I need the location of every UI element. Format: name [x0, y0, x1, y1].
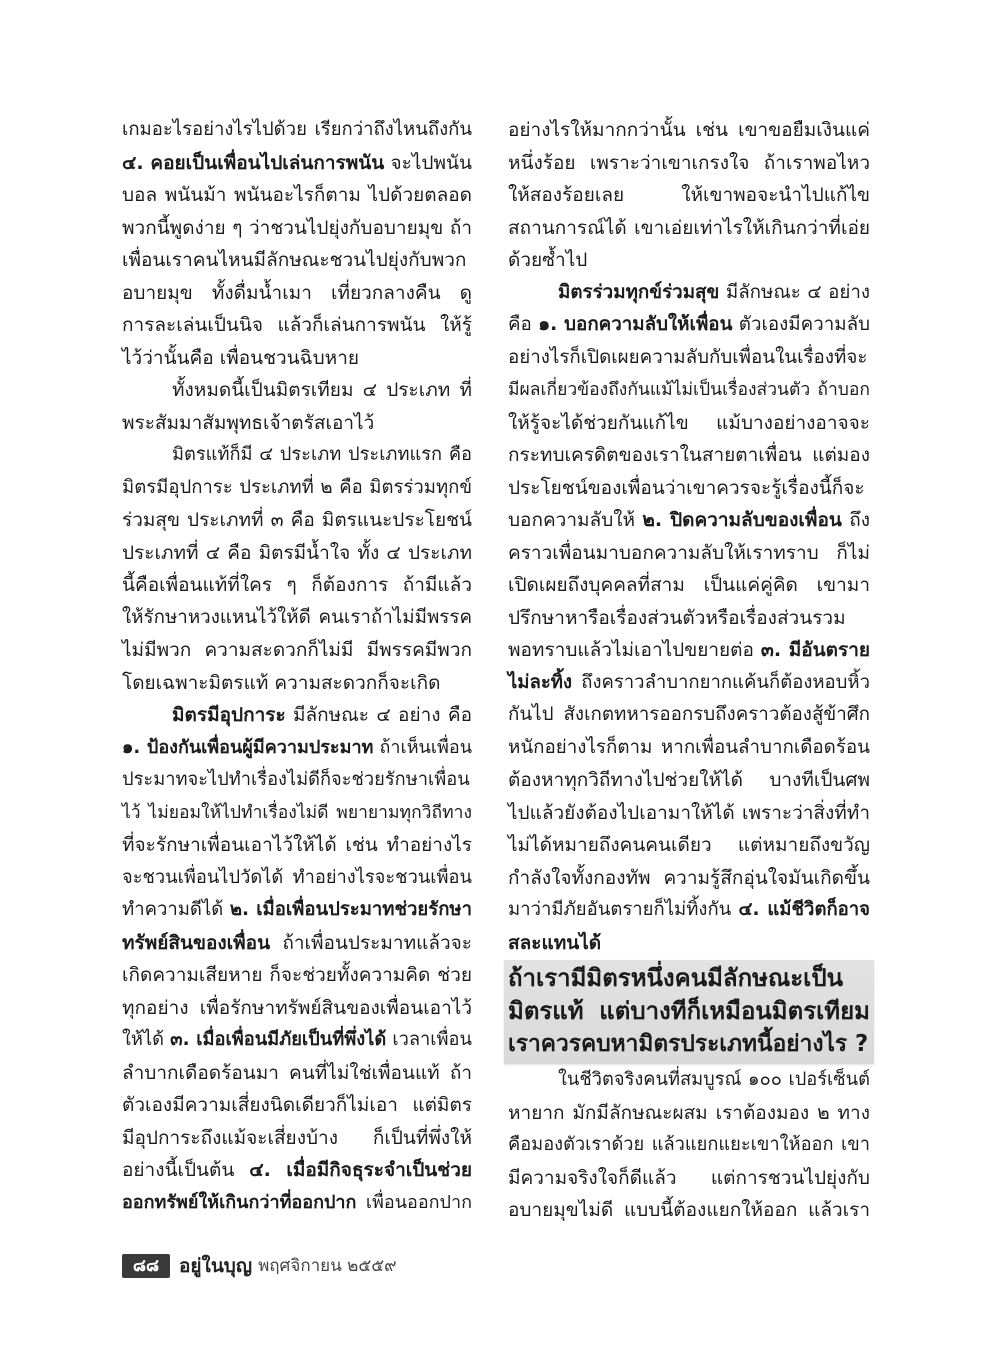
bold-text-run: สละแทนได้	[508, 931, 602, 954]
text-run: เวลาเพื่อน	[386, 1029, 472, 1050]
text-run: มีลักษณะ ๔ อย่าง คือ	[285, 704, 472, 726]
text-line	[508, 1194, 870, 1227]
text-run: เกมอะไรอย่างไรไปด้วย เรียกว่าถึงไหนถึงกัน	[122, 119, 472, 140]
bold-text-run: ๒. ปิดความลับของเพื่อน	[642, 509, 842, 531]
text-run: เพื่อนออกปาก	[356, 1191, 472, 1213]
text-line	[122, 862, 472, 895]
text-run: หนักอย่างไรก็ตาม หากเพื่อนลำบากเดือดร้อน	[508, 736, 870, 758]
text-run: พระสัมมาสัมพุทธเจ้าตรัสเอาไว้	[122, 411, 375, 434]
text-run: คือมองตัวเราด้วย แล้วแยกแยะเขาให้ออก เขา	[508, 1134, 870, 1155]
bold-text-run: ๔. แม้ชีวิตก็อาจ	[738, 899, 870, 920]
text-run: ทำความดีได้	[122, 899, 230, 920]
text-run: ไม่มีพวก ความสะดวกก็ไม่มี มีพรรคมีพวก	[122, 639, 472, 661]
text-run: จะไปพนัน	[384, 151, 472, 174]
issue-date: พฤศจิกายน ๒๕๕๙	[258, 1256, 397, 1276]
text-run: พอทราบแล้วไม่เอาไปขยายต่อ	[508, 639, 761, 661]
right-column-paragraphs-after-callout	[508, 1064, 870, 1227]
text-line	[508, 407, 870, 440]
bold-text-run: มิตรร่วมทุกข์ร่วมสุข	[558, 281, 720, 303]
text-line	[508, 114, 870, 147]
text-line	[122, 439, 472, 472]
text-run: ทั้งหมดนี้เป็นมิตรเทียม ๔ ประเภท ที่	[172, 379, 472, 401]
text-line	[122, 732, 472, 765]
text-line	[122, 114, 472, 147]
text-run: ตัวเองมีความลับ	[732, 314, 871, 335]
text-line	[508, 309, 870, 342]
text-column-left	[122, 114, 472, 1219]
text-line	[122, 537, 472, 570]
text-line	[508, 472, 870, 505]
text-run: ถ้าเพื่อนประมาทแล้วจะ	[270, 931, 472, 954]
text-line	[508, 179, 870, 212]
text-line	[122, 927, 472, 960]
text-line	[122, 1154, 472, 1187]
text-line	[508, 244, 870, 277]
paragraph	[122, 699, 472, 1219]
text-line	[508, 894, 870, 927]
text-line	[508, 602, 870, 635]
callout-question-line: ถ้าเรามีมิตรหนึ่งคนมีลักษณะเป็น	[508, 964, 843, 992]
text-run: ให้สองร้อยเลย ให้เขาพอจะนำไปแก้ไข	[508, 184, 870, 206]
bold-text-run: ๒. เมื่อเพื่อนประมาทช่วยรักษา	[229, 899, 472, 920]
bold-text-run: ๑. ป้องกันเพื่อนผู้มีความประมาท	[122, 736, 374, 758]
text-run: หนึ่งร้อย เพราะว่าเขาเกรงใจ ถ้าเราพอไหว	[508, 151, 870, 174]
text-line	[508, 699, 870, 732]
text-line	[508, 1097, 870, 1130]
text-line	[508, 829, 870, 862]
bold-text-run: ๓. มีอันตราย	[760, 639, 870, 661]
bold-text-run: ๓. เมื่อเพื่อนมีภัยเป็นที่พึ่งได้	[170, 1029, 387, 1050]
bold-text-run: ออกทรัพย์ให้เกินกว่าที่ออกปาก	[122, 1191, 357, 1213]
paragraph	[508, 277, 870, 960]
text-line	[508, 667, 870, 700]
text-run: ให้ได้	[122, 1029, 171, 1050]
left-column-paragraphs	[122, 114, 472, 1219]
paragraph	[122, 374, 472, 439]
text-line	[122, 472, 472, 505]
text-run: ให้รู้จะได้ช่วยกันแก้ไข แม้บางอย่างอาจจะ	[508, 411, 870, 434]
text-line	[508, 504, 870, 537]
text-run: หายาก มักมีลักษณะผสม เราต้องมอง ๒ ทาง	[508, 1101, 870, 1124]
text-run: อย่างไรก็เปิดเผยความลับกับเพื่อนในเรื่องที่จะ	[508, 346, 868, 368]
paragraph	[122, 439, 472, 699]
text-run: อย่างไรให้มากกว่านั้น เช่น เขาขอยืมเงินแค่	[508, 119, 870, 141]
text-run: มีอุปการะถึงแม้จะเสี่ยงบ้าง ก็เป็นที่พึ่งให้	[122, 1126, 472, 1149]
callout-question-line: เราควรคบหามิตรประเภทนี้อย่างไร ?	[508, 1031, 869, 1057]
text-run: สถานการณ์ได้ เขาเอ่ยเท่าไรให้เกินกว่าที่เอ่ย	[508, 216, 870, 239]
text-line	[508, 374, 870, 407]
text-run: การละเล่นเป็นนิจ แล้วก็เล่นการพนัน ให้รู้	[122, 314, 472, 336]
text-line	[508, 1162, 870, 1195]
callout-question-line: มิตรแท้ แต่บางทีก็เหมือนมิตรเทียม	[508, 997, 870, 1025]
text-line	[122, 147, 472, 180]
paragraph	[122, 114, 472, 374]
text-line	[508, 342, 870, 375]
text-line	[508, 1129, 870, 1162]
bold-text-run: มิตรมีอุปการะ	[172, 704, 286, 726]
text-run: กันไป สังเกตทหารออกรบถึงคราวต้องสู้ข้าศึก	[508, 704, 870, 725]
text-run: ไปแล้วยังต้องไปเอามาให้ได้ เพราะว่าสิ่งที่ทำ	[508, 801, 870, 824]
text-run: บอกความลับให้	[508, 509, 643, 531]
text-line	[122, 374, 472, 407]
text-run: ที่จะรักษาเพื่อนเอาไว้ให้ได้ เช่น ทำอย่างไร	[122, 834, 472, 856]
text-line	[122, 569, 472, 602]
text-run: กระทบเครดิตของเราในสายตาเพื่อน แต่มอง	[508, 444, 870, 466]
text-column-right	[508, 114, 870, 1227]
text-line	[508, 634, 870, 667]
text-line	[122, 667, 472, 700]
text-line	[122, 407, 472, 440]
text-run: ต้องหาทุกวิถีทางไปช่วยให้ได้ บางทีเป็นศพ	[508, 769, 870, 791]
text-line	[508, 569, 870, 602]
text-line	[122, 244, 472, 277]
text-line	[122, 212, 472, 245]
text-line	[122, 1024, 472, 1057]
text-line	[122, 504, 472, 537]
text-run: ประมาทจะไปทำเรื่องไม่ดีก็จะช่วยรักษาเพื่อน	[122, 769, 470, 790]
text-line	[508, 732, 870, 765]
text-line	[122, 1187, 472, 1220]
paragraph	[508, 114, 870, 277]
text-line	[508, 277, 870, 310]
callout-box	[504, 960, 874, 1064]
text-run: เกิดความเสียหาย ก็จะช่วยทั้งความคิด ช่วย	[122, 964, 472, 986]
text-run: เปิดเผยถึงบุคคลที่สาม เป็นแค่คู่คิด เขามา	[508, 574, 870, 596]
text-run: พวกนี้พูดง่าย ๆ ว่าชวนไปยุ่งกับอบายมุข ถ้า	[122, 216, 472, 239]
text-run: ลำบากเดือดร้อนมา คนที่ไม่ใช่เพื่อนแท้ ถ้า	[122, 1061, 472, 1084]
page-number: ๘๘	[122, 1254, 170, 1278]
text-line	[508, 439, 870, 472]
text-line	[508, 1064, 870, 1097]
text-run: มีลักษณะ ๔ อย่าง	[719, 281, 870, 303]
text-line	[122, 309, 472, 342]
text-run: ประเภทที่ ๔ คือ มิตรมีน้ำใจ ทั้ง ๔ ประเภท	[122, 541, 472, 564]
text-run: ถ้าเห็นเพื่อน	[373, 736, 472, 758]
text-run: มิตรมีอุปการะ ประเภทที่ ๒ คือ มิตรร่วมทุกข์	[122, 476, 472, 498]
text-run: ถึงคราวลำบากยากแค้นก็ต้องหอบหิ้ว	[572, 671, 870, 693]
text-run: คราวเพื่อนมาบอกความลับให้เราทราบ ก็ไม่	[508, 541, 870, 564]
text-run: ร่วมสุข ประเภทที่ ๓ คือ มิตรแนะประโยชน์	[122, 509, 472, 531]
text-line	[122, 342, 472, 375]
bold-text-run: ๔. เมื่อมีกิจธุระจำเป็นช่วย	[249, 1159, 472, 1181]
text-line	[122, 829, 472, 862]
text-line	[508, 212, 870, 245]
text-run: โดยเฉพาะมิตรแท้ ความสะดวกก็จะเกิด	[122, 671, 441, 694]
text-line	[508, 147, 870, 180]
text-line	[122, 959, 472, 992]
text-line	[122, 179, 472, 212]
text-line	[122, 1089, 472, 1122]
text-line	[122, 764, 472, 797]
text-run: จะชวนเพื่อนไปวัดได้ ทำอย่างไรจะชวนเพื่อน	[122, 866, 472, 888]
text-run: มีความจริงใจก็ดีแล้ว แต่การชวนไปยุ่งกับ	[508, 1166, 870, 1189]
right-column-paragraphs	[508, 114, 870, 959]
bold-text-run: ทรัพย์สินของเพื่อน	[122, 931, 271, 954]
text-run: ทุกอย่าง เพื่อรักษาทรัพย์สินของเพื่อนเอาไว้	[122, 996, 472, 1019]
paragraph	[508, 1064, 870, 1227]
text-line	[122, 1057, 472, 1090]
text-run: นี้คือเพื่อนแท้ที่ใคร ๆ ก็ต้องการ ถ้ามีแล้ว	[122, 574, 472, 596]
text-run: ประโยชน์ของเพื่อนว่าเขาควรจะรู้เรื่องนี้ก็จะ	[508, 476, 865, 499]
text-line	[508, 927, 870, 960]
text-line	[508, 797, 870, 830]
text-run: ถึง	[841, 509, 870, 531]
text-line	[122, 602, 472, 635]
text-run: ตัวเองมีความเสี่ยงนิดเดียวก็ไม่เอา แต่มิตร	[122, 1094, 472, 1116]
text-run: ไว้ว่านั้นคือ เพื่อนชวนฉิบหาย	[122, 346, 359, 369]
text-run: ปรึกษาหารือเรื่องส่วนตัวหรือเรื่องส่วนรวม	[508, 606, 846, 629]
magazine-title: อยู่ในบุญ	[179, 1255, 253, 1277]
text-line	[122, 277, 472, 310]
text-line	[122, 797, 472, 830]
text-run: ด้วยซ้ำไป	[508, 249, 588, 271]
text-run: ในชีวิตจริงคนที่สมบูรณ์ ๑๐๐ เปอร์เซ็นต์	[558, 1069, 870, 1090]
text-run: อบายมุขไม่ดี แบบนี้ต้องแยกให้ออก แล้วเรา	[508, 1199, 870, 1221]
text-run: ให้รักษาหวงแหนไว้ให้ดี คนเราถ้าไม่มีพรรค	[122, 606, 472, 628]
text-line	[508, 537, 870, 570]
text-run: มาว่ามีภัยอันตรายก็ไม่ทิ้งกัน	[508, 899, 739, 920]
text-line	[122, 699, 472, 732]
text-run: ไม่ได้หมายถึงคนคนเดียว แต่หมายถึงขวัญ	[508, 834, 870, 856]
text-run: ไว้ ไม่ยอมให้ไปทำเรื่องไม่ดี พยายามทุกวิถีทาง	[122, 802, 472, 823]
text-run: อบายมุข ทั้งดื่มน้ำเมา เที่ยวกลางคืน ดู	[122, 281, 472, 304]
text-line	[508, 764, 870, 797]
bold-text-run: ๔. คอยเป็นเพื่อนไปเล่นการพนัน	[122, 151, 385, 174]
text-run: บอล พนันม้า พนันอะไรก็ตาม ไปด้วยตลอด	[122, 184, 472, 206]
text-line	[122, 992, 472, 1025]
bold-text-run: ไม่ละทิ้ง	[508, 671, 573, 693]
text-line	[122, 634, 472, 667]
bold-text-run: ๑. บอกความลับให้เพื่อน	[538, 314, 733, 335]
text-run: คือ	[508, 314, 539, 335]
text-line	[122, 1122, 472, 1155]
text-line	[508, 862, 870, 895]
text-run: มิตรแท้ก็มี ๔ ประเภท ประเภทแรก คือ	[172, 444, 472, 465]
text-line	[122, 894, 472, 927]
text-run: เพื่อนเราคนไหนมีลักษณะชวนไปยุ่งกับพวก	[122, 249, 467, 271]
text-run: กำลังใจทั้งกองทัพ ความรู้สึกอุ่นใจมันเกิดขึ้น	[508, 866, 870, 889]
text-run: อย่างนี้เป็นต้น	[122, 1159, 250, 1181]
text-run: มีผลเกี่ยวข้องถึงกันแม้ไม่เป็นเรื่องส่วนตัว ถ้าบอก	[508, 380, 870, 400]
page-footer	[122, 1254, 397, 1278]
